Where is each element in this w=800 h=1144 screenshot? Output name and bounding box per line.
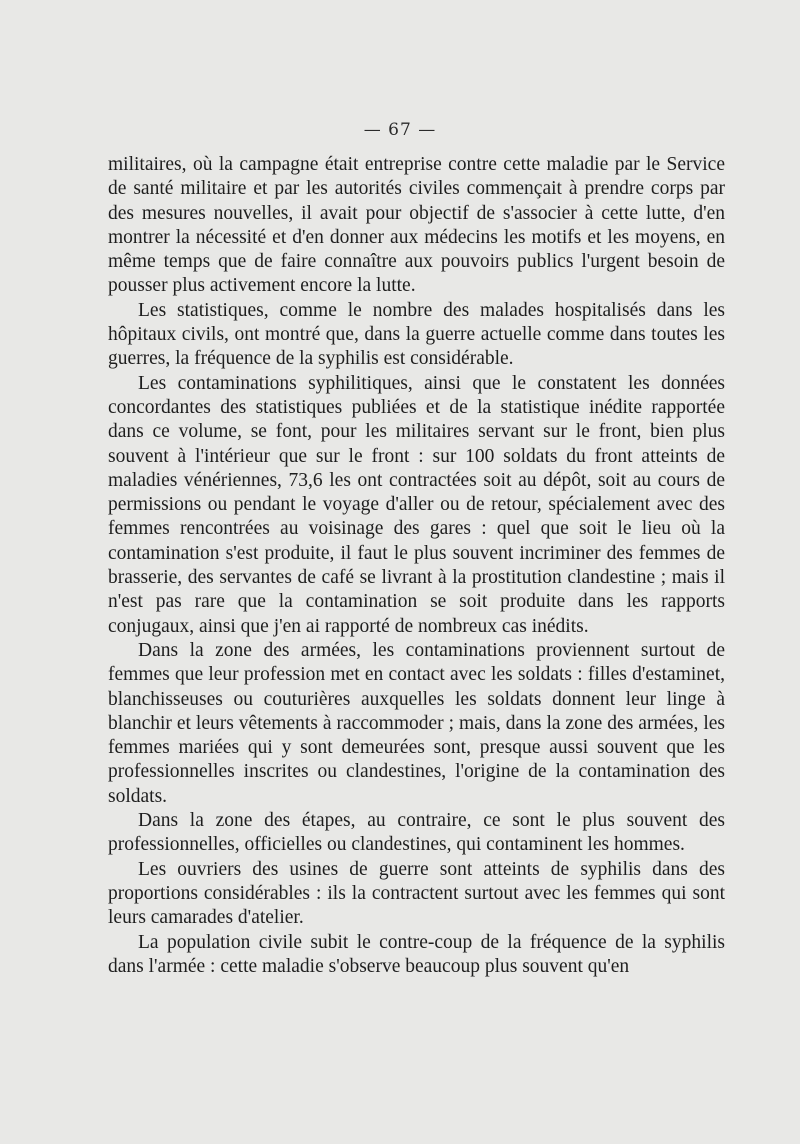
paragraph-5: Dans la zone des étapes, au contraire, ce sont le plus souvent des professionnelles, officielles ou clandestines, qui contaminent les hommes. (108, 810, 725, 856)
body-text (108, 153, 725, 979)
paragraph-6: Les ouvriers des usines de guerre sont atteints de syphilis dans des proportions considérables : ils la contractent surtout avec les femmes qui sont leurs camarades d'atelier. (108, 858, 725, 929)
paragraph-3: Les contaminations syphilitiques, ainsi que le constatent les données concordantes des statistiques publiées et de la statistique inédite rapportée dans ce volume, se font, pour les militaires servant sur le front, bien plus souvent à l'intérieur que sur le front : sur 100 soldats du front atteints de maladies vénériennes, 73,6 les ont contractées soit au dépôt, soit au cours de permissions ou pendant le voyage d'aller ou de retour, spécialement avec des femmes rencontrées au voisinage des gares : quel que soit le lieu où la contamination s'est produite, il faut le plus souvent incriminer des femmes de brasserie, des servantes de café se livrant à la prostitution clandestine ; mais il n'est pas rare que la contamination se soit produite dans les rapports conjugaux, ainsi que j'en ai rapporté de nombreux cas inédits. (108, 372, 725, 637)
paragraph-1: militaires, où la campagne était entreprise contre cette maladie par le Service de santé militaire et par les autorités civiles commençait à prendre corps par des mesures nouvelles, il avait pour objectif de s'associer à cette lutte, d'en montrer la nécessité et d'en donner aux médecins les motifs et les moyens, en même temps que de faire connaître aux pouvoirs publics l'urgent besoin de pousser plus activement encore la lutte. (108, 154, 725, 297)
page-number: — 67 — (363, 120, 437, 140)
paragraph-4: Dans la zone des armées, les contaminations proviennent surtout de femmes que leur profession met en contact avec les soldats : filles d'estaminet, blanchisseuses ou couturières auxquelles les soldats donnent leur linge à blanchir et leurs vêtements à raccommoder ; mais, dans la zone des armées, les femmes mariées qui y sont demeurées sont, presque aussi souvent que les professionnelles inscrites ou clandestines, l'origine de la contamination des soldats. (108, 639, 725, 807)
paragraph-2: Les statistiques, comme le nombre des malades hospitalisés dans les hôpitaux civils, ont montré que, dans la guerre actuelle comme dans toutes les guerres, la fréquence de la syphilis est considérable. (108, 299, 725, 370)
paragraph-7: La population civile subit le contre-coup de la fréquence de la syphilis dans l'armée : cette maladie s'observe beaucoup plus souvent qu'en (108, 931, 725, 977)
